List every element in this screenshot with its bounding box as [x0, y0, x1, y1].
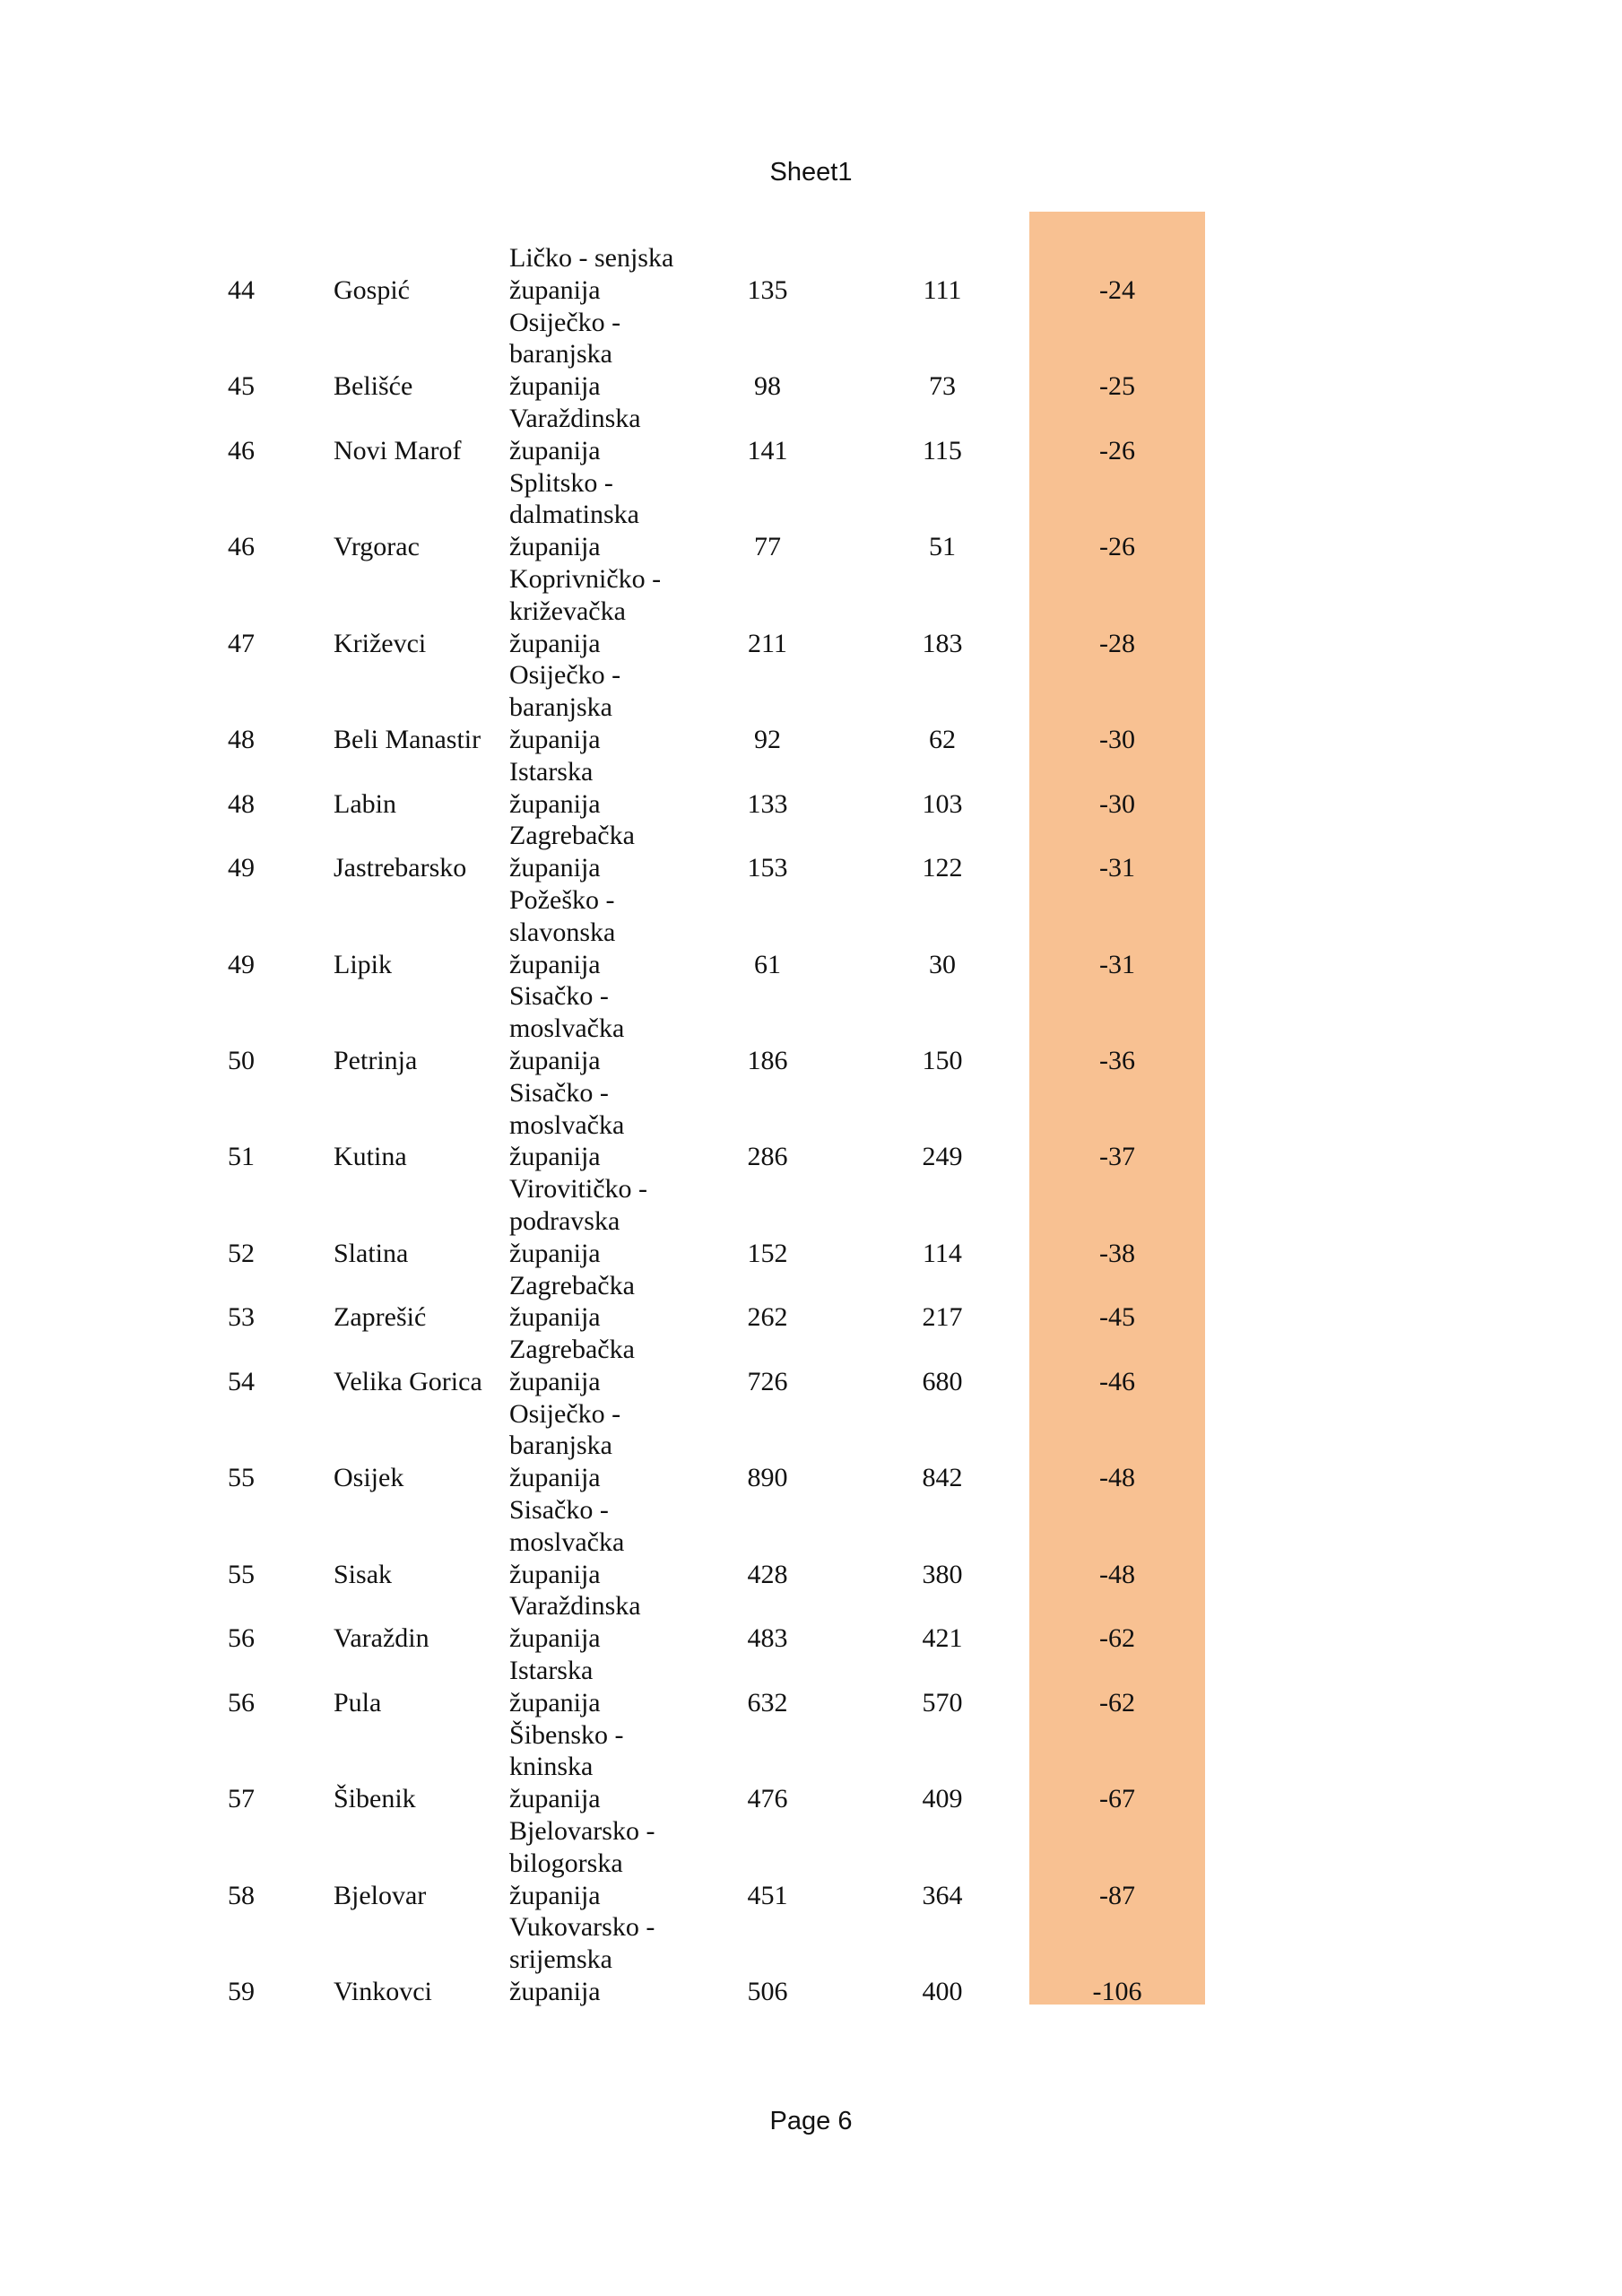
- county-cell: [509, 403, 724, 467]
- table-row: [0, 563, 1622, 659]
- county-cell: [509, 1398, 724, 1494]
- county-cell: [509, 980, 724, 1076]
- county-cell: [509, 1911, 724, 2007]
- county-line: Požeško -: [509, 884, 615, 915]
- city-cell: Jastrebarsko: [334, 853, 467, 883]
- county-line: Koprivničko -: [509, 563, 662, 594]
- county-cell: [509, 1270, 724, 1335]
- county-line: županija: [509, 1045, 601, 1075]
- value-1-cell: 428: [747, 1559, 788, 1589]
- value-1-cell: 506: [747, 1977, 788, 2007]
- value-1-cell: 98: [754, 371, 781, 402]
- city-cell: Varaždin: [334, 1623, 429, 1654]
- city-cell: Zaprešić: [334, 1302, 427, 1333]
- county-line: Ličko - senjska: [509, 243, 674, 273]
- difference-cell: -37: [1099, 1142, 1135, 1172]
- county-line: županija: [509, 1142, 601, 1172]
- county-line: županija: [509, 1623, 601, 1654]
- county-cell: [509, 1077, 724, 1173]
- county-line: županija: [509, 1238, 601, 1268]
- county-line: županija: [509, 532, 601, 562]
- county-line: županija: [509, 724, 601, 754]
- county-line: županija: [509, 1977, 601, 2007]
- city-cell: Belišće: [334, 371, 413, 402]
- county-line: Sisačko -: [509, 1077, 609, 1108]
- value-1-cell: 152: [747, 1238, 788, 1268]
- table-row: [0, 1655, 1622, 1719]
- county-line: županija: [509, 435, 601, 465]
- county-line: dalmatinska: [509, 500, 639, 530]
- city-cell: Sisak: [334, 1559, 393, 1589]
- rank-cell: 55: [228, 1463, 255, 1493]
- county-cell: [509, 820, 724, 884]
- rank-cell: 49: [228, 949, 255, 979]
- value-1-cell: 476: [747, 1784, 788, 1814]
- value-1-cell: 133: [747, 788, 788, 819]
- value-1-cell: 186: [747, 1045, 788, 1075]
- county-line: Splitsko -: [509, 467, 613, 498]
- value-1-cell: 141: [747, 435, 788, 465]
- county-line: županija: [509, 1880, 601, 1910]
- difference-cell: -38: [1099, 1238, 1135, 1268]
- rank-cell: 59: [228, 1977, 255, 2007]
- difference-cell: -87: [1099, 1880, 1135, 1910]
- city-cell: Šibenik: [334, 1784, 416, 1814]
- difference-cell: -48: [1099, 1463, 1135, 1493]
- city-cell: Velika Gorica: [334, 1366, 482, 1396]
- county-line: kninska: [509, 1752, 594, 1782]
- county-cell: [509, 307, 724, 403]
- value-2-cell: 680: [922, 1366, 963, 1396]
- value-1-cell: 92: [754, 724, 781, 754]
- county-cell: [509, 1815, 724, 1911]
- county-line: slavonska: [509, 917, 616, 947]
- county-cell: [509, 1334, 724, 1398]
- county-line: Sisačko -: [509, 1495, 609, 1526]
- county-line: moslvačka: [509, 1109, 625, 1140]
- rank-cell: 48: [228, 788, 255, 819]
- county-line: županija: [509, 1784, 601, 1814]
- table-row: [0, 242, 1622, 307]
- table-row: [0, 756, 1622, 821]
- county-line: županija: [509, 274, 601, 305]
- county-cell: [509, 467, 724, 563]
- county-line: županija: [509, 1463, 601, 1493]
- value-2-cell: 421: [922, 1623, 963, 1654]
- county-line: Zagrebačka: [509, 821, 635, 851]
- county-line: Sisačko -: [509, 981, 609, 1012]
- value-2-cell: 380: [922, 1559, 963, 1589]
- difference-cell: -46: [1099, 1366, 1135, 1396]
- county-cell: [509, 1590, 724, 1655]
- county-line: Vukovarsko -: [509, 1912, 655, 1943]
- city-cell: Petrinja: [334, 1045, 418, 1075]
- city-cell: Slatina: [334, 1238, 409, 1268]
- difference-cell: -30: [1099, 788, 1135, 819]
- value-1-cell: 262: [747, 1302, 788, 1333]
- page-header-sheet-name: Sheet1: [769, 158, 853, 187]
- difference-cell: -36: [1099, 1045, 1135, 1075]
- county-cell: [509, 1173, 724, 1269]
- city-cell: Bjelovar: [334, 1880, 427, 1910]
- county-line: županija: [509, 853, 601, 883]
- value-2-cell: 62: [929, 724, 956, 754]
- difference-cell: -62: [1099, 1687, 1135, 1718]
- county-line: Osiječko -: [509, 307, 621, 337]
- county-line: županija: [509, 628, 601, 658]
- county-line: križevačka: [509, 596, 626, 626]
- difference-cell: -26: [1099, 435, 1135, 465]
- rank-cell: 50: [228, 1045, 255, 1075]
- table-row: [0, 1077, 1622, 1173]
- city-cell: Križevci: [334, 628, 427, 658]
- value-1-cell: 211: [748, 628, 787, 658]
- page-footer-page-number: Page 6: [769, 2107, 853, 2135]
- county-cell: [509, 659, 724, 755]
- value-2-cell: 249: [922, 1142, 963, 1172]
- county-line: županija: [509, 1366, 601, 1396]
- difference-cell: -48: [1099, 1559, 1135, 1589]
- city-cell: Lipik: [334, 949, 392, 979]
- table-row: [0, 403, 1622, 467]
- difference-cell: -67: [1099, 1784, 1135, 1814]
- value-2-cell: 409: [922, 1784, 963, 1814]
- rank-cell: 48: [228, 724, 255, 754]
- value-1-cell: 632: [747, 1687, 788, 1718]
- rank-cell: 46: [228, 532, 255, 562]
- value-2-cell: 842: [922, 1463, 963, 1493]
- county-line: županija: [509, 1559, 601, 1589]
- value-2-cell: 364: [922, 1880, 963, 1910]
- value-2-cell: 30: [929, 949, 956, 979]
- value-2-cell: 115: [923, 435, 962, 465]
- rank-cell: 56: [228, 1687, 255, 1718]
- county-line: Bjelovarsko -: [509, 1816, 655, 1847]
- value-2-cell: 217: [922, 1302, 963, 1333]
- city-cell: Beli Manastir: [334, 724, 481, 754]
- rank-cell: 55: [228, 1559, 255, 1589]
- value-1-cell: 726: [747, 1366, 788, 1396]
- difference-cell: -28: [1099, 628, 1135, 658]
- value-2-cell: 51: [929, 532, 956, 562]
- table-row: [0, 1494, 1622, 1590]
- city-cell: Pula: [334, 1687, 382, 1718]
- table-row: [0, 980, 1622, 1076]
- city-cell: Kutina: [334, 1142, 407, 1172]
- value-2-cell: 103: [922, 788, 963, 819]
- city-cell: Osijek: [334, 1463, 404, 1493]
- rank-cell: 44: [228, 274, 255, 305]
- value-2-cell: 111: [923, 274, 962, 305]
- value-2-cell: 150: [922, 1045, 963, 1075]
- city-cell: Gospić: [334, 274, 410, 305]
- county-cell: [509, 884, 724, 980]
- county-line: Varaždinska: [509, 1591, 641, 1622]
- county-line: baranjska: [509, 339, 612, 370]
- county-line: županija: [509, 949, 601, 979]
- difference-cell: -31: [1099, 949, 1135, 979]
- rank-cell: 56: [228, 1623, 255, 1654]
- city-cell: Labin: [334, 788, 396, 819]
- difference-cell: -31: [1099, 853, 1135, 883]
- difference-cell: -45: [1099, 1302, 1135, 1333]
- value-2-cell: 400: [922, 1977, 963, 2007]
- rank-cell: 58: [228, 1880, 255, 1910]
- county-cell: [509, 756, 724, 821]
- city-cell: Vrgorac: [334, 532, 420, 562]
- city-cell: Vinkovci: [334, 1977, 432, 2007]
- county-line: županija: [509, 1302, 601, 1333]
- value-2-cell: 570: [922, 1687, 963, 1718]
- rank-cell: 53: [228, 1302, 255, 1333]
- value-1-cell: 77: [754, 532, 781, 562]
- rank-cell: 47: [228, 628, 255, 658]
- rank-cell: 51: [228, 1142, 255, 1172]
- city-cell: Novi Marof: [334, 435, 462, 465]
- value-1-cell: 135: [747, 274, 788, 305]
- rank-cell: 52: [228, 1238, 255, 1268]
- rank-cell: 45: [228, 371, 255, 402]
- value-1-cell: 451: [747, 1880, 788, 1910]
- county-line: Zagrebačka: [509, 1335, 635, 1365]
- county-line: Virovitičko -: [509, 1174, 647, 1205]
- value-1-cell: 483: [747, 1623, 788, 1654]
- county-line: srijemska: [509, 1944, 612, 1975]
- county-line: moslvačka: [509, 1013, 625, 1044]
- table-row: [0, 1815, 1622, 1911]
- difference-cell: -30: [1099, 724, 1135, 754]
- county-cell: [509, 1655, 724, 1719]
- county-line: bilogorska: [509, 1848, 623, 1878]
- table-row: [0, 659, 1622, 755]
- rank-cell: 49: [228, 853, 255, 883]
- county-line: Istarska: [509, 1656, 594, 1686]
- table-row: [0, 1173, 1622, 1269]
- difference-cell: -25: [1099, 371, 1135, 402]
- county-line: Zagrebačka: [509, 1270, 635, 1300]
- county-line: Šibensko -: [509, 1719, 624, 1750]
- value-1-cell: 153: [747, 853, 788, 883]
- table-row: [0, 1398, 1622, 1494]
- county-line: baranjska: [509, 692, 612, 723]
- table-row: [0, 1270, 1622, 1335]
- county-cell: [509, 242, 724, 307]
- county-line: Osiječko -: [509, 660, 621, 691]
- value-1-cell: 286: [747, 1142, 788, 1172]
- county-line: Osiječko -: [509, 1398, 621, 1429]
- county-line: podravska: [509, 1205, 620, 1236]
- rank-cell: 57: [228, 1784, 255, 1814]
- value-1-cell: 890: [747, 1463, 788, 1493]
- county-line: županija: [509, 788, 601, 819]
- data-table: [0, 242, 1622, 2008]
- value-1-cell: 61: [754, 949, 781, 979]
- table-row: [0, 1334, 1622, 1398]
- difference-cell: -24: [1099, 274, 1135, 305]
- difference-cell: -106: [1092, 1977, 1142, 2007]
- county-cell: [509, 1719, 724, 1815]
- value-2-cell: 122: [922, 853, 963, 883]
- county-line: Istarska: [509, 756, 594, 787]
- table-row: [0, 820, 1622, 884]
- difference-cell: -26: [1099, 532, 1135, 562]
- rank-cell: 46: [228, 435, 255, 465]
- value-2-cell: 73: [929, 371, 956, 402]
- county-line: moslvačka: [509, 1526, 625, 1557]
- table-row: [0, 307, 1622, 403]
- county-line: baranjska: [509, 1431, 612, 1461]
- table-row: [0, 467, 1622, 563]
- county-line: županija: [509, 371, 601, 402]
- difference-cell: -62: [1099, 1623, 1135, 1654]
- table-row: [0, 1719, 1622, 1815]
- rank-cell: 54: [228, 1366, 255, 1396]
- county-line: županija: [509, 1687, 601, 1718]
- county-cell: [509, 1494, 724, 1590]
- table-row: [0, 1590, 1622, 1655]
- county-cell: [509, 563, 724, 659]
- county-line: Varaždinska: [509, 403, 641, 433]
- table-row: [0, 884, 1622, 980]
- value-2-cell: 183: [922, 628, 963, 658]
- value-2-cell: 114: [923, 1238, 962, 1268]
- table-row: [0, 1911, 1622, 2007]
